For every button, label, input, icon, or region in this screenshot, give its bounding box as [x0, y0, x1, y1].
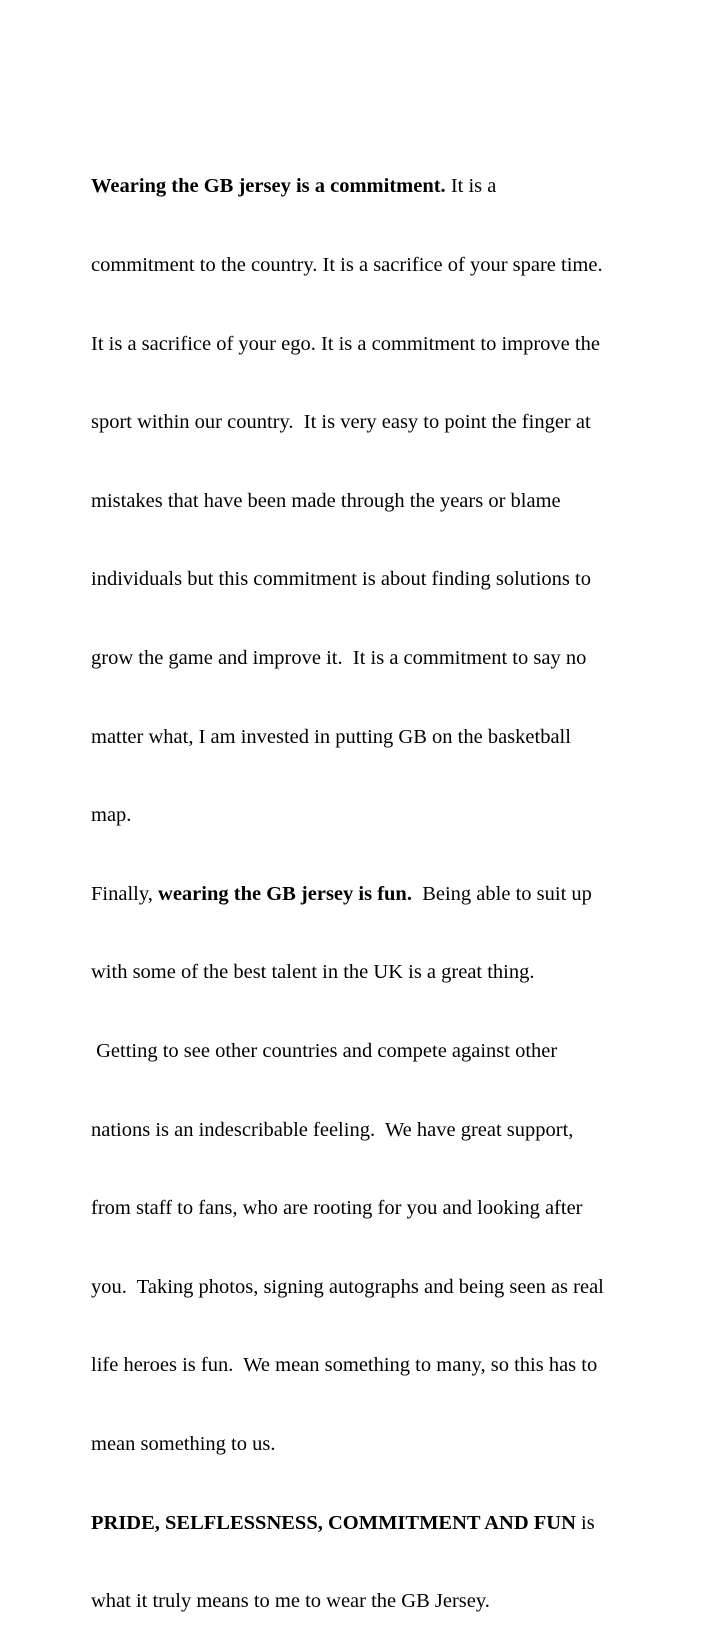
text-line: life heroes is fun. We mean something to many, so this has to — [91, 1354, 598, 1377]
text-line: PRIDE, SELFLESSNESS, COMMITMENT AND FUN is — [91, 1511, 595, 1534]
text-line: from staff to fans, who are rooting for you and looking after — [91, 1197, 583, 1220]
text-line: matter what, I am invested in putting GB on the basketball — [91, 725, 571, 748]
document-body — [91, 121, 676, 1640]
text-line: Wearing the GB jersey is a commitment. It is a — [91, 175, 497, 198]
bold-phrase: PRIDE, SELFLESSNESS, COMMITMENT AND FUN — [91, 1511, 576, 1534]
text-line: you. Taking photos, signing autographs and being seen as real — [91, 1275, 604, 1298]
text-line: mistakes that have been made through the years or blame — [91, 489, 561, 512]
text-line: what it truly means to me to wear the GB Jersey. — [91, 1590, 490, 1613]
text-line: map. — [91, 804, 132, 827]
text-line: nations is an indescribable feeling. We have great support, — [91, 1118, 574, 1141]
text-line: Getting to see other countries and compete against other — [91, 1039, 558, 1062]
text-line: mean something to us. — [91, 1432, 276, 1455]
text-line: individuals but this commitment is about finding solutions to — [91, 568, 591, 591]
text-line: Finally, wearing the GB jersey is fun. Being able to suit up — [91, 882, 592, 905]
text-line: with some of the best talent in the UK is a great thing. — [91, 961, 535, 984]
bold-phrase: wearing the GB jersey is fun. — [158, 882, 412, 905]
text-line: grow the game and improve it. It is a commitment to say no — [91, 646, 587, 669]
bold-phrase: Wearing the GB jersey is a commitment. — [91, 175, 446, 198]
text-line: sport within our country. It is very easy to point the finger at — [91, 411, 591, 434]
text-line: commitment to the country. It is a sacrifice of your spare time. — [91, 254, 603, 276]
text-line: It is a sacrifice of your ego. It is a commitment to improve the — [91, 332, 600, 355]
